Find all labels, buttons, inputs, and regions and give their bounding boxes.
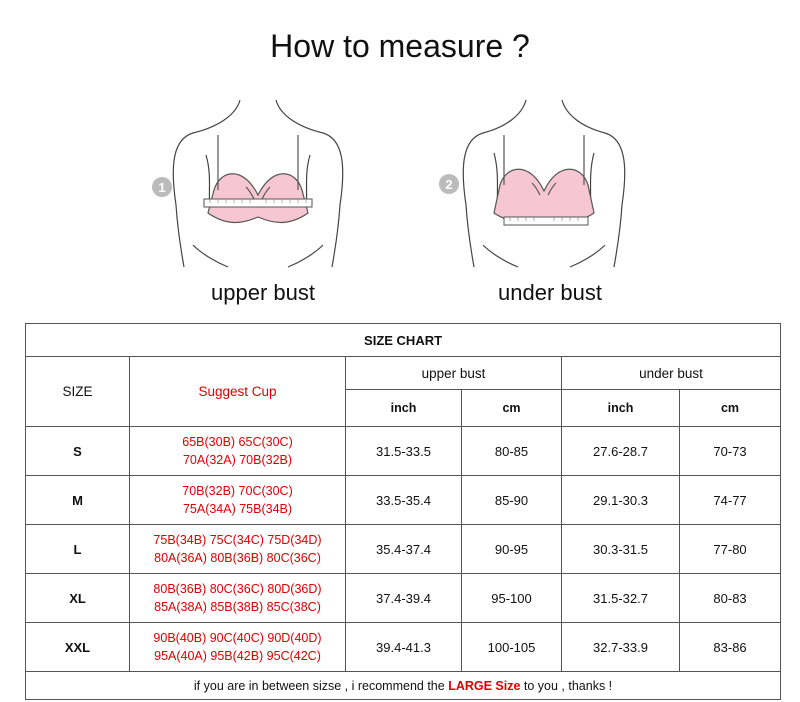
under-cm-cell: 70-73	[680, 427, 781, 476]
under-cm-cell: 77-80	[680, 525, 781, 574]
upper-cm-header: cm	[462, 390, 562, 427]
size-cell: L	[26, 525, 130, 574]
upper-cm-cell: 90-95	[462, 525, 562, 574]
upper-bust-illustration	[148, 95, 348, 270]
upper-inch-cell: 31.5-33.5	[346, 427, 462, 476]
size-chart-heading: SIZE CHART	[26, 324, 781, 357]
under-inch-cell: 29.1-30.3	[562, 476, 680, 525]
size-cell: XL	[26, 574, 130, 623]
svg-text:2: 2	[445, 177, 453, 192]
size-cell: M	[26, 476, 130, 525]
under-inch-cell: 31.5-32.7	[562, 574, 680, 623]
table-row	[26, 427, 781, 476]
upper-inch-header: inch	[346, 390, 462, 427]
step-1-badge	[150, 175, 174, 199]
upper-inch-cell: 37.4-39.4	[346, 574, 462, 623]
cup-cell: 90B(40B) 90C(40C) 90D(40D) 95A(40A) 95B(42B) 95C(42C)	[130, 623, 346, 672]
table-row	[26, 623, 781, 672]
under-cm-cell: 80-83	[680, 574, 781, 623]
size-recommendation-note: if you are in between sizse , i recommend the LARGE Size to you , thanks !	[26, 672, 781, 700]
size-cell: XXL	[26, 623, 130, 672]
upper-inch-cell: 39.4-41.3	[346, 623, 462, 672]
under-inch-cell: 32.7-33.9	[562, 623, 680, 672]
upper-bust-group-header: upper bust	[346, 357, 562, 390]
under-cm-header: cm	[680, 390, 781, 427]
under-cm-cell: 83-86	[680, 623, 781, 672]
under-bust-illustration	[448, 95, 648, 270]
under-cm-cell: 74-77	[680, 476, 781, 525]
under-bust-caption: under bust	[498, 280, 602, 305]
upper-bust-caption: upper bust	[211, 280, 315, 305]
size-chart-table	[25, 323, 781, 700]
table-row	[26, 476, 781, 525]
upper-cm-cell: 100-105	[462, 623, 562, 672]
size-column-header: SIZE	[26, 357, 130, 427]
cup-cell: 80B(36B) 80C(36C) 80D(36D) 85A(38A) 85B(38B) 85C(38C)	[130, 574, 346, 623]
cup-cell: 70B(32B) 70C(30C) 75A(34A) 75B(34B)	[130, 476, 346, 525]
upper-inch-cell: 35.4-37.4	[346, 525, 462, 574]
page-title: How to measure ?	[270, 28, 530, 64]
cup-cell: 75B(34B) 75C(34C) 75D(34D) 80A(36A) 80B(36B) 80C(36C)	[130, 525, 346, 574]
cup-cell: 65B(30B) 65C(30C) 70A(32A) 70B(32B)	[130, 427, 346, 476]
size-cell: S	[26, 427, 130, 476]
under-inch-cell: 27.6-28.7	[562, 427, 680, 476]
suggest-cup-column-header: Suggest Cup	[130, 357, 346, 427]
under-inch-header: inch	[562, 390, 680, 427]
under-bust-group-header: under bust	[562, 357, 781, 390]
table-row	[26, 525, 781, 574]
upper-inch-cell: 33.5-35.4	[346, 476, 462, 525]
large-size-highlight: LARGE Size	[448, 678, 521, 693]
under-inch-cell: 30.3-31.5	[562, 525, 680, 574]
upper-cm-cell: 80-85	[462, 427, 562, 476]
svg-text:1: 1	[158, 180, 166, 195]
step-2-badge	[437, 172, 461, 196]
upper-cm-cell: 85-90	[462, 476, 562, 525]
upper-cm-cell: 95-100	[462, 574, 562, 623]
table-row	[26, 574, 781, 623]
